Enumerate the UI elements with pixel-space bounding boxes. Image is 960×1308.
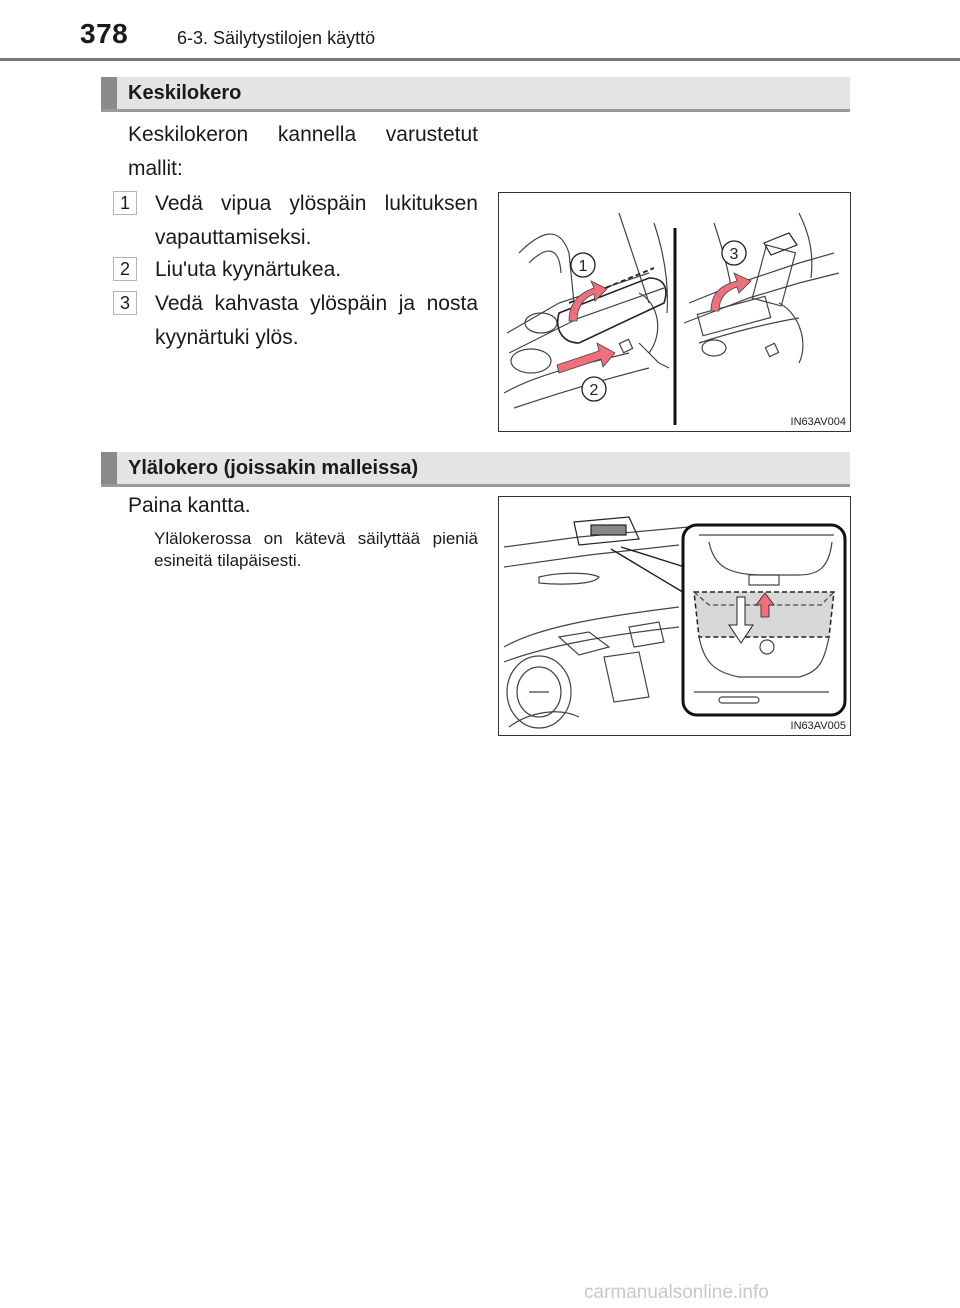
page-number: 378: [80, 18, 129, 49]
step-text: Liu'uta kyynärtukea.: [155, 258, 342, 281]
step-text: Vedä kahvasta ylöspäin ja nosta kyynärtuki ylös.: [155, 292, 478, 349]
callout-1: [571, 253, 595, 277]
svg-text:3: 3: [729, 246, 739, 263]
figure-console-box: [498, 192, 851, 432]
svg-text:2: 2: [589, 382, 599, 399]
step-number: 2: [113, 257, 137, 281]
section-title: Ylälokero (joissakin malleissa): [128, 457, 419, 479]
header-rule: [0, 58, 960, 61]
overhead-console-illustration: [499, 497, 850, 735]
intro-text: Keskilokeron kannella varustetut mallit:: [128, 123, 478, 180]
watermark: carmanualsonline.info: [584, 1282, 769, 1303]
step-text: Vedä vipua ylöspäin lukituksen vapauttamiseksi.: [155, 192, 478, 249]
figure-code: IN63AV005: [790, 720, 846, 732]
note-text: Ylälokerossa on kätevä säilyttää pieniä esineitä tilapäisesti.: [154, 529, 478, 570]
instruction-text: Paina kantta.: [128, 494, 251, 517]
step-number: 3: [113, 291, 137, 315]
step-number: 1: [113, 191, 137, 215]
svg-text:1: 1: [578, 258, 588, 275]
section-marker: [101, 452, 117, 484]
section-marker: [101, 77, 117, 109]
console-illustration: [499, 193, 850, 431]
figure-code: IN63AV004: [790, 416, 846, 428]
callout-2: [582, 377, 606, 401]
chapter-title: 6-3. Säilytystilojen käyttö: [177, 28, 376, 48]
zoom-inset: [683, 525, 845, 715]
section-heading-ylalokero: [101, 452, 850, 487]
figure-overhead-console: [498, 496, 851, 736]
section-heading-keskilokero: [101, 77, 850, 112]
section-title: Keskilokero: [128, 82, 242, 104]
callout-3: [722, 241, 746, 265]
